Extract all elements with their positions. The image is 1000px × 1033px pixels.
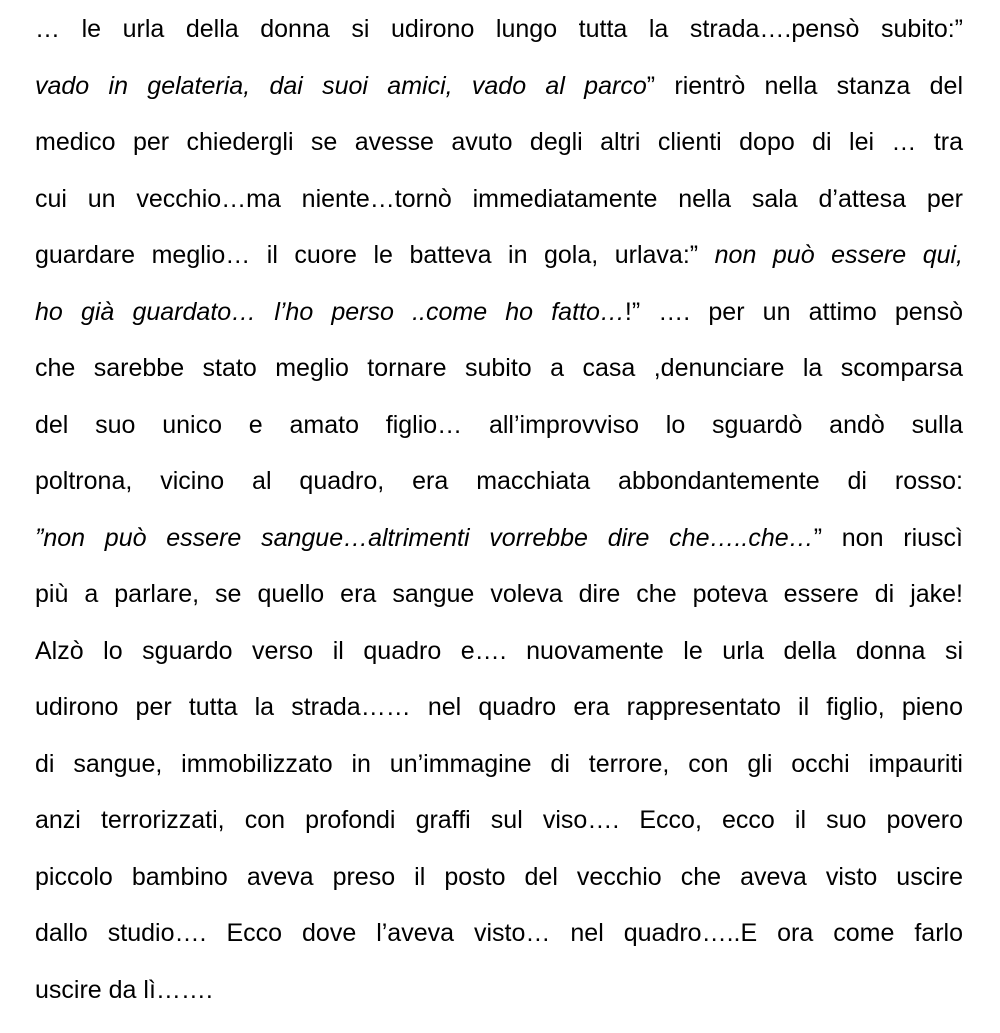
text-line	[35, 14, 963, 44]
text-segment: dallo studio…. Ecco dove l’aveva visto… nel quadro…..E ora come farlo	[35, 919, 963, 947]
text-segment: di sangue, immobilizzato in un’immagine di terrore, con gli occhi impauriti	[35, 749, 963, 778]
text-segment: guardare meglio… il cuore le batteva in gola, urlava:”	[35, 241, 715, 269]
italic-text-segment: vado in gelateria, dai suoi amici, vado al parco	[35, 71, 647, 100]
text-line	[35, 918, 963, 948]
text-segment: piccolo bambino aveva preso il posto del vecchio che aveva visto uscire	[35, 862, 963, 891]
text-segment: cui un vecchio…ma niente…tornò immediatamente nella sala d’attesa per	[35, 184, 963, 213]
italic-text-segment: ho già guardato… l’ho perso ..come ho fatto…	[35, 297, 625, 326]
text-line	[35, 184, 963, 214]
text-line	[35, 862, 963, 892]
text-segment: poltrona, vicino al quadro, era macchiata abbondantemente di rosso:	[35, 467, 963, 495]
text-segment: !” …. per un attimo pensò	[624, 297, 963, 326]
text-segment: Alzò lo sguardo verso il quadro e…. nuovamente le urla della donna si	[35, 636, 963, 665]
text-line	[35, 240, 963, 270]
text-segment: ” non riuscì	[813, 523, 963, 552]
text-segment: ” rientrò nella stanza del	[646, 71, 964, 100]
text-line	[35, 466, 963, 496]
text-line	[35, 749, 963, 779]
text-line	[35, 410, 963, 440]
text-segment: udirono per tutta la strada…… nel quadro era rappresentato il figlio, pieno	[35, 693, 963, 721]
text-segment: uscire da lì…….	[35, 975, 213, 1004]
text-line	[35, 523, 963, 553]
text-line	[35, 975, 213, 1005]
text-segment: che sarebbe stato meglio tornare subito a casa ,denunciare la scomparsa	[35, 354, 963, 382]
text-line	[35, 297, 963, 327]
italic-text-segment: ”non può essere sangue…altrimenti vorrebbe dire che…..che…	[35, 523, 814, 552]
text-line	[35, 636, 963, 666]
text-line	[35, 805, 963, 835]
text-line	[35, 692, 963, 722]
text-segment: più a parlare, se quello era sangue voleva dire che poteva essere di jake!	[35, 580, 963, 608]
text-segment: … le urla della donna si udirono lungo tutta la strada….pensò subito:”	[35, 15, 963, 43]
italic-text-segment: non può essere qui,	[714, 241, 963, 269]
text-segment: del suo unico e amato figlio… all’improvviso lo sguardò andò sulla	[35, 410, 963, 439]
text-line	[35, 71, 963, 101]
text-line	[35, 353, 963, 383]
text-segment: anzi terrorizzati, con profondi graffi sul viso…. Ecco, ecco il suo povero	[35, 806, 963, 834]
text-segment: medico per chiedergli se avesse avuto degli altri clienti dopo di lei … tra	[35, 128, 963, 156]
text-line	[35, 127, 963, 157]
text-line	[35, 579, 963, 609]
